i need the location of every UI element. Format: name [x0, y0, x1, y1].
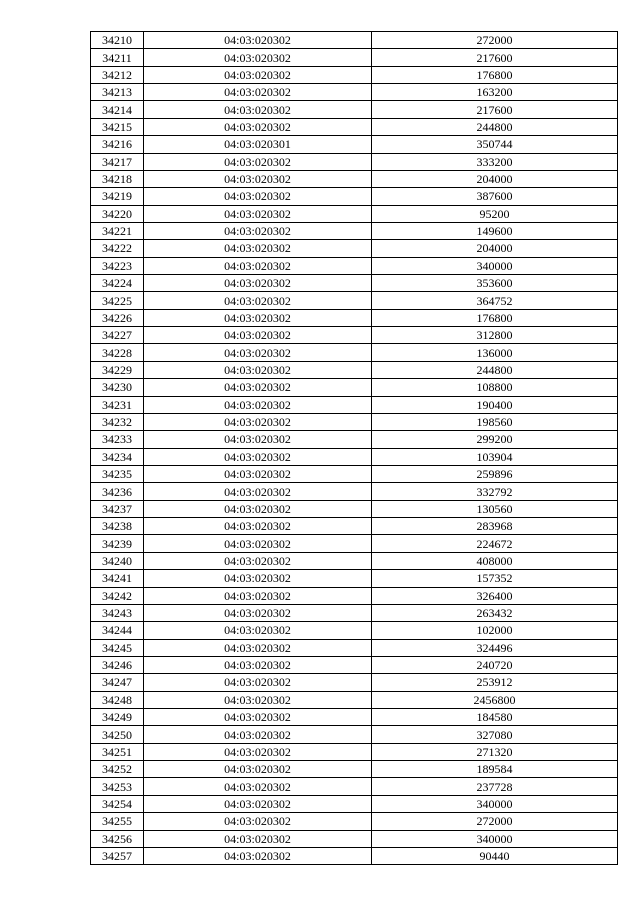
cadastral-code-cell: 04:03:020302 — [144, 275, 372, 292]
value-cell: 353600 — [372, 275, 618, 292]
value-cell: 283968 — [372, 518, 618, 535]
value-cell: 244800 — [372, 361, 618, 378]
value-cell: 244800 — [372, 118, 618, 135]
table-row — [91, 205, 618, 222]
cadastral-code-cell: 04:03:020302 — [144, 188, 372, 205]
table-row — [91, 309, 618, 326]
table-row — [91, 118, 618, 135]
row-number-cell: 34244 — [91, 622, 144, 639]
row-number-cell: 34224 — [91, 275, 144, 292]
table-row — [91, 813, 618, 830]
table-row — [91, 726, 618, 743]
table-row — [91, 587, 618, 604]
table-row — [91, 500, 618, 517]
cadastral-code-cell: 04:03:020302 — [144, 292, 372, 309]
cadastral-code-cell: 04:03:020302 — [144, 552, 372, 569]
value-cell: 263432 — [372, 604, 618, 621]
cadastral-code-cell: 04:03:020302 — [144, 118, 372, 135]
value-cell: 340000 — [372, 257, 618, 274]
cadastral-code-cell: 04:03:020302 — [144, 622, 372, 639]
row-number-cell: 34254 — [91, 795, 144, 812]
value-cell: 90440 — [372, 847, 618, 864]
cadastral-code-cell: 04:03:020302 — [144, 240, 372, 257]
value-cell: 272000 — [372, 813, 618, 830]
table-row — [91, 257, 618, 274]
table-row — [91, 344, 618, 361]
value-cell: 198560 — [372, 413, 618, 430]
value-cell: 149600 — [372, 222, 618, 239]
value-cell: 237728 — [372, 778, 618, 795]
cadastral-code-cell: 04:03:020302 — [144, 379, 372, 396]
row-number-cell: 34230 — [91, 379, 144, 396]
table-row — [91, 222, 618, 239]
value-cell: 271320 — [372, 743, 618, 760]
row-number-cell: 34246 — [91, 656, 144, 673]
cadastral-code-cell: 04:03:020302 — [144, 396, 372, 413]
table-row — [91, 709, 618, 726]
cadastral-code-cell: 04:03:020302 — [144, 465, 372, 482]
value-cell: 364752 — [372, 292, 618, 309]
value-cell: 217600 — [372, 101, 618, 118]
cadastral-code-cell: 04:03:020302 — [144, 84, 372, 101]
table-row — [91, 465, 618, 482]
table-row — [91, 483, 618, 500]
cadastral-code-cell: 04:03:020302 — [144, 49, 372, 66]
table-row — [91, 32, 618, 49]
row-number-cell: 34213 — [91, 84, 144, 101]
table-row — [91, 188, 618, 205]
row-number-cell: 34249 — [91, 709, 144, 726]
value-cell: 253912 — [372, 674, 618, 691]
row-number-cell: 34227 — [91, 327, 144, 344]
row-number-cell: 34228 — [91, 344, 144, 361]
row-number-cell: 34247 — [91, 674, 144, 691]
table-row — [91, 535, 618, 552]
row-number-cell: 34235 — [91, 465, 144, 482]
table-row — [91, 656, 618, 673]
cadastral-code-cell: 04:03:020302 — [144, 413, 372, 430]
value-cell: 163200 — [372, 84, 618, 101]
table-row — [91, 66, 618, 83]
value-cell: 130560 — [372, 500, 618, 517]
value-cell: 184580 — [372, 709, 618, 726]
table-row — [91, 604, 618, 621]
value-cell: 350744 — [372, 136, 618, 153]
row-number-cell: 34210 — [91, 32, 144, 49]
row-number-cell: 34212 — [91, 66, 144, 83]
cadastral-code-cell: 04:03:020302 — [144, 327, 372, 344]
value-cell: 408000 — [372, 552, 618, 569]
table-row — [91, 691, 618, 708]
table-row — [91, 622, 618, 639]
cadastral-code-cell: 04:03:020302 — [144, 205, 372, 222]
row-number-cell: 34220 — [91, 205, 144, 222]
row-number-cell: 34243 — [91, 604, 144, 621]
row-number-cell: 34221 — [91, 222, 144, 239]
value-cell: 204000 — [372, 240, 618, 257]
cadastral-code-cell: 04:03:020302 — [144, 66, 372, 83]
row-number-cell: 34222 — [91, 240, 144, 257]
row-number-cell: 34236 — [91, 483, 144, 500]
table-row — [91, 552, 618, 569]
cadastral-code-cell: 04:03:020302 — [144, 691, 372, 708]
row-number-cell: 34251 — [91, 743, 144, 760]
table-row — [91, 448, 618, 465]
table-row — [91, 275, 618, 292]
value-cell: 102000 — [372, 622, 618, 639]
cadastral-code-cell: 04:03:020302 — [144, 639, 372, 656]
row-number-cell: 34245 — [91, 639, 144, 656]
cadastral-code-cell: 04:03:020302 — [144, 483, 372, 500]
cadastral-code-cell: 04:03:020302 — [144, 518, 372, 535]
cadastral-code-cell: 04:03:020302 — [144, 500, 372, 517]
cadastral-code-cell: 04:03:020302 — [144, 222, 372, 239]
cadastral-code-cell: 04:03:020302 — [144, 604, 372, 621]
table-row — [91, 136, 618, 153]
table-row — [91, 795, 618, 812]
row-number-cell: 34226 — [91, 309, 144, 326]
value-cell: 387600 — [372, 188, 618, 205]
value-cell: 176800 — [372, 66, 618, 83]
table-row — [91, 101, 618, 118]
cadastral-code-cell: 04:03:020302 — [144, 778, 372, 795]
table-row — [91, 327, 618, 344]
cadastral-code-cell: 04:03:020302 — [144, 361, 372, 378]
value-cell: 190400 — [372, 396, 618, 413]
value-cell: 299200 — [372, 431, 618, 448]
cadastral-code-cell: 04:03:020302 — [144, 535, 372, 552]
row-number-cell: 34217 — [91, 153, 144, 170]
value-cell: 326400 — [372, 587, 618, 604]
row-number-cell: 34229 — [91, 361, 144, 378]
table-row — [91, 743, 618, 760]
cadastral-code-cell: 04:03:020302 — [144, 813, 372, 830]
value-cell: 332792 — [372, 483, 618, 500]
table-row — [91, 153, 618, 170]
row-number-cell: 34248 — [91, 691, 144, 708]
table-row — [91, 49, 618, 66]
table-row — [91, 830, 618, 847]
table-body — [91, 32, 618, 865]
value-cell: 217600 — [372, 49, 618, 66]
value-cell: 333200 — [372, 153, 618, 170]
table-row — [91, 84, 618, 101]
row-number-cell: 34215 — [91, 118, 144, 135]
row-number-cell: 34257 — [91, 847, 144, 864]
value-cell: 340000 — [372, 795, 618, 812]
cadastral-code-cell: 04:03:020301 — [144, 136, 372, 153]
data-table — [90, 31, 618, 865]
row-number-cell: 34250 — [91, 726, 144, 743]
row-number-cell: 34216 — [91, 136, 144, 153]
value-cell: 2456800 — [372, 691, 618, 708]
table-row — [91, 170, 618, 187]
table-row — [91, 847, 618, 864]
table-row — [91, 413, 618, 430]
value-cell: 95200 — [372, 205, 618, 222]
row-number-cell: 34219 — [91, 188, 144, 205]
value-cell: 312800 — [372, 327, 618, 344]
row-number-cell: 34252 — [91, 761, 144, 778]
table-row — [91, 292, 618, 309]
cadastral-code-cell: 04:03:020302 — [144, 726, 372, 743]
value-cell: 224672 — [372, 535, 618, 552]
row-number-cell: 34241 — [91, 570, 144, 587]
table-row — [91, 639, 618, 656]
cadastral-code-cell: 04:03:020302 — [144, 448, 372, 465]
cadastral-code-cell: 04:03:020302 — [144, 570, 372, 587]
cadastral-code-cell: 04:03:020302 — [144, 709, 372, 726]
cadastral-code-cell: 04:03:020302 — [144, 170, 372, 187]
row-number-cell: 34218 — [91, 170, 144, 187]
value-cell: 327080 — [372, 726, 618, 743]
row-number-cell: 34232 — [91, 413, 144, 430]
document-page — [90, 31, 616, 865]
cadastral-code-cell: 04:03:020302 — [144, 743, 372, 760]
value-cell: 340000 — [372, 830, 618, 847]
cadastral-code-cell: 04:03:020302 — [144, 101, 372, 118]
value-cell: 324496 — [372, 639, 618, 656]
table-row — [91, 361, 618, 378]
row-number-cell: 34240 — [91, 552, 144, 569]
value-cell: 176800 — [372, 309, 618, 326]
value-cell: 272000 — [372, 32, 618, 49]
value-cell: 157352 — [372, 570, 618, 587]
cadastral-code-cell: 04:03:020302 — [144, 257, 372, 274]
cadastral-code-cell: 04:03:020302 — [144, 587, 372, 604]
table-row — [91, 674, 618, 691]
cadastral-code-cell: 04:03:020302 — [144, 153, 372, 170]
value-cell: 108800 — [372, 379, 618, 396]
cadastral-code-cell: 04:03:020302 — [144, 309, 372, 326]
row-number-cell: 34256 — [91, 830, 144, 847]
row-number-cell: 34239 — [91, 535, 144, 552]
value-cell: 240720 — [372, 656, 618, 673]
table-row — [91, 379, 618, 396]
cadastral-code-cell: 04:03:020302 — [144, 656, 372, 673]
value-cell: 259896 — [372, 465, 618, 482]
table-row — [91, 761, 618, 778]
row-number-cell: 34223 — [91, 257, 144, 274]
cadastral-code-cell: 04:03:020302 — [144, 674, 372, 691]
row-number-cell: 34234 — [91, 448, 144, 465]
table-row — [91, 518, 618, 535]
row-number-cell: 34253 — [91, 778, 144, 795]
table-row — [91, 431, 618, 448]
row-number-cell: 34237 — [91, 500, 144, 517]
value-cell: 103904 — [372, 448, 618, 465]
value-cell: 189584 — [372, 761, 618, 778]
row-number-cell: 34238 — [91, 518, 144, 535]
cadastral-code-cell: 04:03:020302 — [144, 830, 372, 847]
row-number-cell: 34255 — [91, 813, 144, 830]
value-cell: 136000 — [372, 344, 618, 361]
cadastral-code-cell: 04:03:020302 — [144, 431, 372, 448]
table-row — [91, 778, 618, 795]
row-number-cell: 34231 — [91, 396, 144, 413]
table-row — [91, 240, 618, 257]
table-row — [91, 396, 618, 413]
row-number-cell: 34214 — [91, 101, 144, 118]
cadastral-code-cell: 04:03:020302 — [144, 761, 372, 778]
row-number-cell: 34225 — [91, 292, 144, 309]
cadastral-code-cell: 04:03:020302 — [144, 847, 372, 864]
cadastral-code-cell: 04:03:020302 — [144, 795, 372, 812]
row-number-cell: 34211 — [91, 49, 144, 66]
cadastral-code-cell: 04:03:020302 — [144, 344, 372, 361]
value-cell: 204000 — [372, 170, 618, 187]
row-number-cell: 34242 — [91, 587, 144, 604]
cadastral-code-cell: 04:03:020302 — [144, 32, 372, 49]
table-row — [91, 570, 618, 587]
row-number-cell: 34233 — [91, 431, 144, 448]
